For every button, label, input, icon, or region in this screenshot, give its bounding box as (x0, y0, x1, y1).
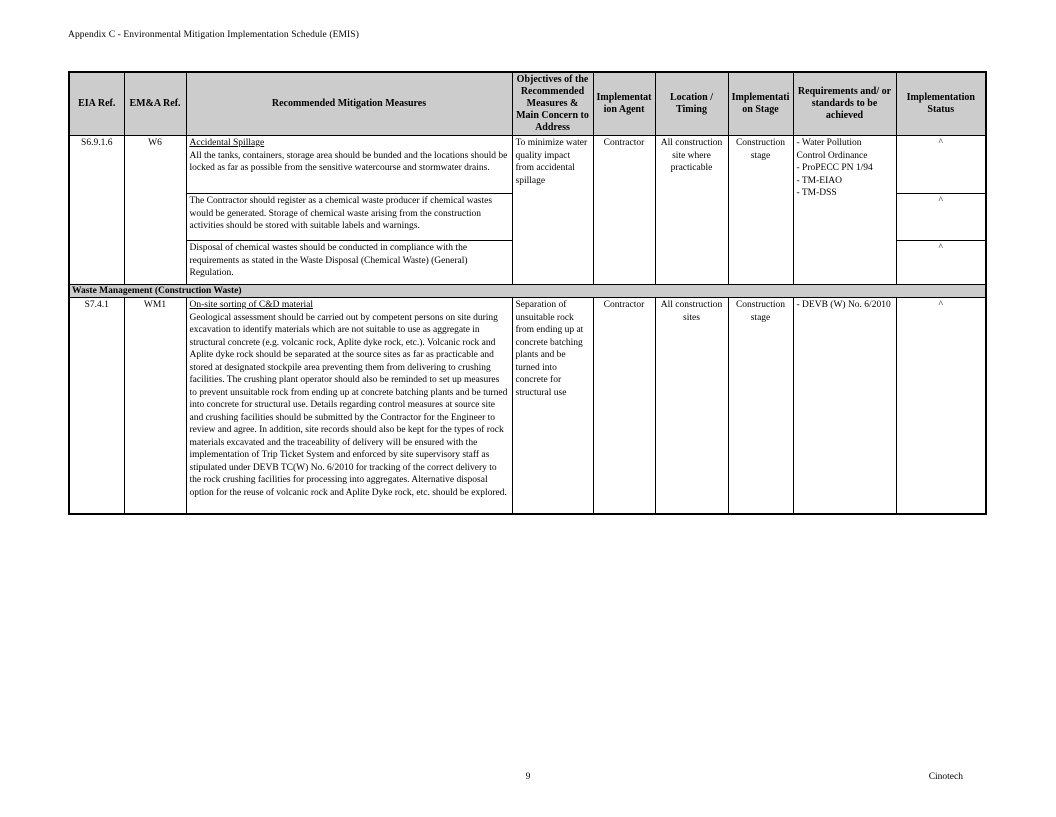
measure-title: Accidental Spillage (189, 138, 265, 148)
column-header-location: Location / Timing (655, 72, 728, 136)
section-header-label: Waste Management (Construction Waste) (69, 285, 986, 298)
cell-measure-1 (186, 136, 512, 194)
footer-company-name: Cinotech (928, 772, 963, 782)
requirement-item: - TM-EIAO (796, 175, 842, 186)
cell-location: All construction sites (655, 298, 728, 514)
status-mark: ^ (938, 243, 943, 253)
measure-body: All the tanks, containers, storage area should be bunded and the locations should be locked as far as possible from the sensitive watercourse and stormwater drains. (189, 150, 508, 173)
cell-location: All construction site where practicable (655, 136, 728, 285)
cell-stage: Construction stage (728, 298, 793, 514)
column-header-agent: Implementation Agent (593, 72, 655, 136)
cell-measure (186, 298, 512, 514)
cell-ema-ref: W6 (124, 136, 186, 285)
cell-agent: Contractor (593, 298, 655, 514)
measure-title: On-site sorting of C&D material (189, 300, 313, 310)
cell-status (896, 298, 986, 514)
cell-stage: Construction stage (728, 136, 793, 285)
column-header-measures: Recommended Mitigation Measures (186, 72, 512, 136)
column-header-eia-ref: EIA Ref. (69, 72, 124, 136)
section-header-row (69, 285, 986, 298)
cell-measure-3: Disposal of chemical wastes should be conducted in compliance with the requirements as stated in the Waste Disposal (Chemical Waste) (General) Regulation. (186, 241, 512, 285)
status-mark: ^ (938, 196, 943, 206)
column-header-status: Implementation Status (896, 72, 986, 136)
cell-status-2 (896, 194, 986, 241)
table-row-wm1 (69, 298, 986, 514)
table-header-row (69, 72, 986, 136)
measure-body: Geological assessment should be carried out by competent persons on site during excavation to identify materials which are not suitable to use as aggregate in structural concrete (e.g. volcanic rock, Aplite dyke rock, etc.). Volcanic rock and Aplite dyke rock should be separated at the source sites as far as practicable and stored at designated stockpile area preventing them from delivering to crushing facilities. The crushing plant operator should also be reminded to set up measures to prevent unsuitable rock from ending up at concrete batching plants and be turned into concrete for structural use. Details regarding control measures at source site and crushing facilities should be submitted by the Contractor for the Engineer to review and agree. In addition, site records should also be kept for the types of rock materials excavated and the traceability of delivery will be ensured with the implementation of Trip Ticket System and enforced by site supervisory staff as stipulated under DEVB TC(W) No. 6/2010 for tracking of the correct delivery to the rock crushing facilities for processing into aggregates. Alternative disposal option for the reuse of volcanic rock and Aplite Dyke rock, etc. should be explored. (189, 312, 508, 498)
cell-requirements (793, 298, 896, 514)
cell-requirements (793, 136, 896, 285)
cell-eia-ref: S6.9.1.6 (69, 136, 124, 285)
cell-objective: Separation of unsuitable rock from ending up at concrete batching plants and be turned into concrete for structural use (512, 298, 593, 514)
requirement-item: - DEVB (W) No. 6/2010 (796, 300, 891, 310)
emis-table (68, 71, 987, 515)
cell-objective: To minimize water quality impact from accidental spillage (512, 136, 593, 285)
table-row-w6-sub1 (69, 136, 986, 194)
cell-agent: Contractor (593, 136, 655, 285)
column-header-stage: Implementation Stage (728, 72, 793, 136)
cell-status-3 (896, 241, 986, 285)
cell-eia-ref: S7.4.1 (69, 298, 124, 514)
page-number: 9 (525, 772, 531, 782)
requirement-item: - ProPECC PN 1/94 (796, 163, 873, 173)
requirement-item: - TM-DSS (796, 188, 837, 198)
column-header-ema-ref: EM&A Ref. (124, 72, 186, 136)
cell-status-1 (896, 136, 986, 194)
requirement-item: - Water Pollution Control Ordinance (796, 138, 868, 161)
column-header-requirements: Requirements and/ or standards to be achieved (793, 72, 896, 136)
page-title: Appendix C - Environmental Mitigation Implementation Schedule (EMIS) (68, 30, 359, 40)
cell-ema-ref: WM1 (124, 298, 186, 514)
status-mark: ^ (938, 138, 943, 148)
status-mark: ^ (938, 300, 943, 310)
cell-measure-2: The Contractor should register as a chemical waste producer if chemical wastes would be generated. Storage of chemical waste arising from the construction activities should be stored with suitable labels and warnings. (186, 194, 512, 241)
column-header-objectives: Objectives of the Recommended Measures & Main Concern to Address (512, 72, 593, 136)
